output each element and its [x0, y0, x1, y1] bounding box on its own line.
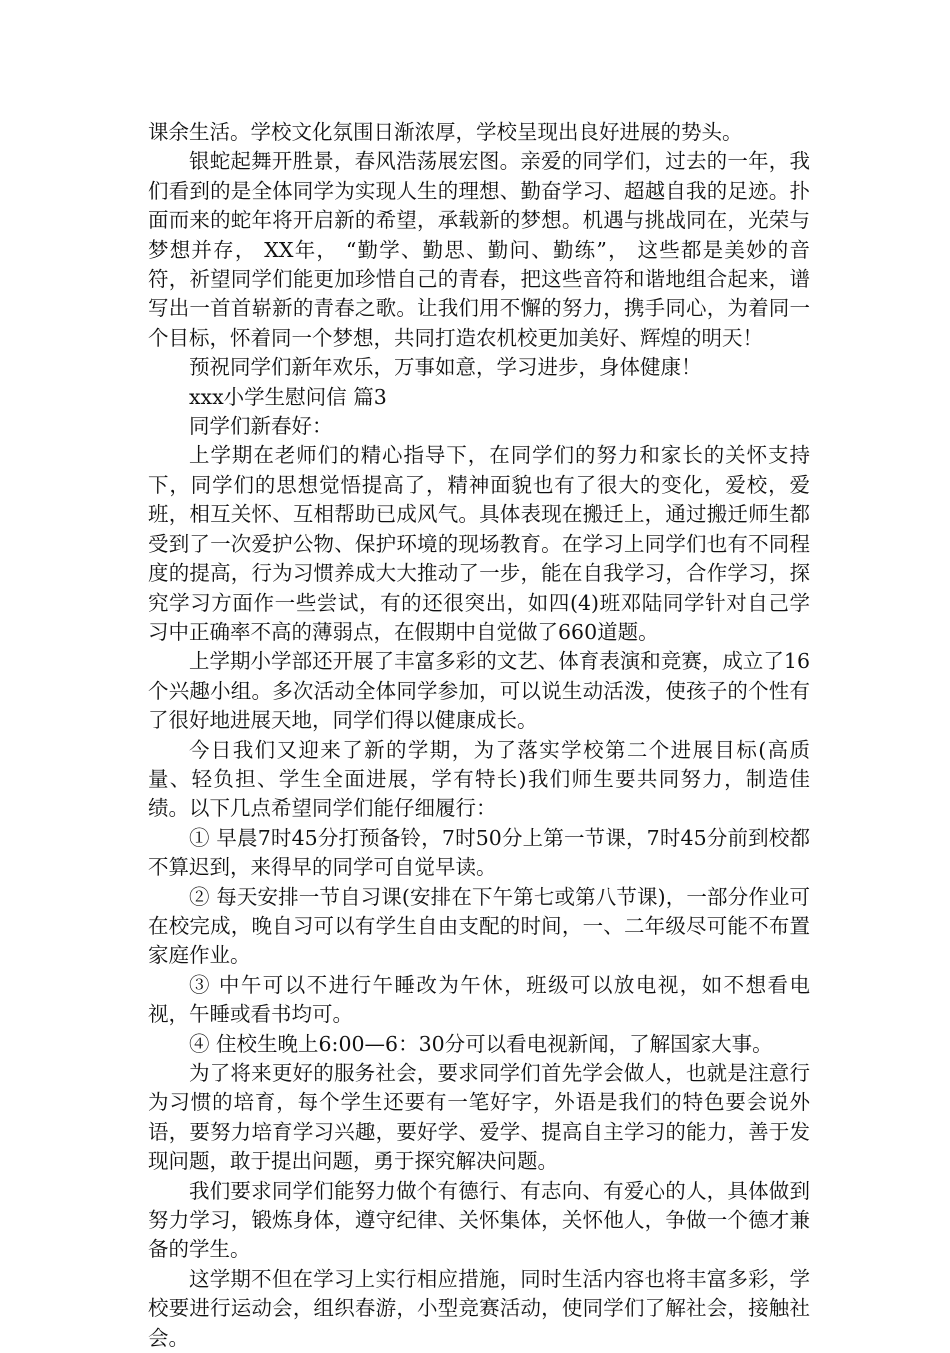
- paragraph-activities: 上学期小学部还开展了丰富多彩的文艺、体育表演和竞赛，成立了16个兴趣小组。多次活动全体同学参加，可以说生动活泼，使孩子的个性有了很好地进展天地，同学们得以健康成长。: [148, 649, 810, 733]
- paragraph-last-semester: 上学期在老师们的精心指导下，在同学们的努力和家长的关怀支持下，同学们的思想觉悟提高了，精神面貌也有了很大的变化，爱校，爱班，相互关怀、互相帮助已成风气。具体表现在搬迁上，通过搬迁师生都受到了一次爱护公物、保护环境的现场教育。在学习上同学们也有不同程度的提高，行为习惯养成大大推动了一步，能在自我学习，合作学习，探究学习方面作一些尝试，有的还很突出，如四(4)班邓陆同学针对自己学习中正确率不高的薄弱点，在假期中自觉做了660道题。: [148, 443, 810, 644]
- paragraph-snake-year-greeting: 银蛇起舞开胜景，春风浩荡展宏图。亲爱的同学们，过去的一年，我们看到的是全体同学为实现人生的理想、勤奋学习、超越自我的足迹。扑面而来的蛇年将开启新的希望，承载新的梦想。机遇与挑战同在，光荣与梦想并存， XX年， “勤学、勤思、勤问、勤练”， 这些都是美妙的音符，祈望同学们能更加珍惜自己的青春，把这些音符和谐地组合起来，谱写出一首首崭新的青春之歌。让我们用不懈的努力，携手同心，为着同一个目标，怀着同一个梦想，共同打造农机校更加美好、辉煌的明天！: [148, 149, 810, 350]
- paragraph-new-semester: 今日我们又迎来了新的学期，为了落实学校第二个进展目标(高质量、轻负担、学生全面进展，学有特长)我们师生要共同努力，制造佳绩。以下几点希望同学们能仔细履行：: [148, 737, 810, 821]
- list-item-2: ② 每天安排一节自习课(安排在下午第七或第八节课)，一部分作业可在校完成，晚自习可以有学生自由支配的时间，一、二年级尽可能不布置家庭作业。: [148, 884, 810, 968]
- paragraph-school-culture: 课余生活。学校文化氛围日渐浓厚，学校呈现出良好进展的势头。: [148, 120, 743, 144]
- paragraph-new-year-wishes: 预祝同学们新年欢乐，万事如意，学习进步，身体健康！: [189, 355, 702, 380]
- paragraph-virtue: 我们要求同学们能努力做个有德行、有志向、有爱心的人，具体做到努力学习，锻炼身体，遵守纪律、关怀集体，关怀他人，争做一个德才兼备的学生。: [148, 1178, 810, 1262]
- paragraph-semester-life: 这学期不但在学习上实行相应措施，同时生活内容也将丰富多彩，学校要进行运动会，组织春游，小型竞赛活动，使同学们了解社会，接触社会。: [148, 1266, 810, 1350]
- paragraph-serve-society: 为了将来更好的服务社会，要求同学们首先学会做人，也就是注意行为习惯的培育，每个学生还要有一笔好字，外语是我们的特色要会说外语，要努力培育学习兴趣，要好学、爱学、提高自主学习的能力，善于发现问题，敢于提出问题，勇于探究解决问题。: [148, 1061, 810, 1174]
- list-item-1: ① 早晨7时45分打预备铃，7时50分上第一节课，7时45分前到校都不算迟到，来得早的同学可自觉早读。: [148, 825, 810, 880]
- letter-heading: xxx小学生慰问信 篇3: [189, 384, 387, 409]
- document-body: [148, 118, 810, 1353]
- list-item-3: ③ 中午可以不进行午睡改为午休，班级可以放电视，如不想看电视，午睡或看书均可。: [148, 972, 810, 1027]
- list-item-4: ④ 住校生晚上6:00—6：30分可以看电视新闻，了解国家大事。: [189, 1031, 773, 1056]
- letter-salutation: 同学们新春好：: [189, 414, 333, 439]
